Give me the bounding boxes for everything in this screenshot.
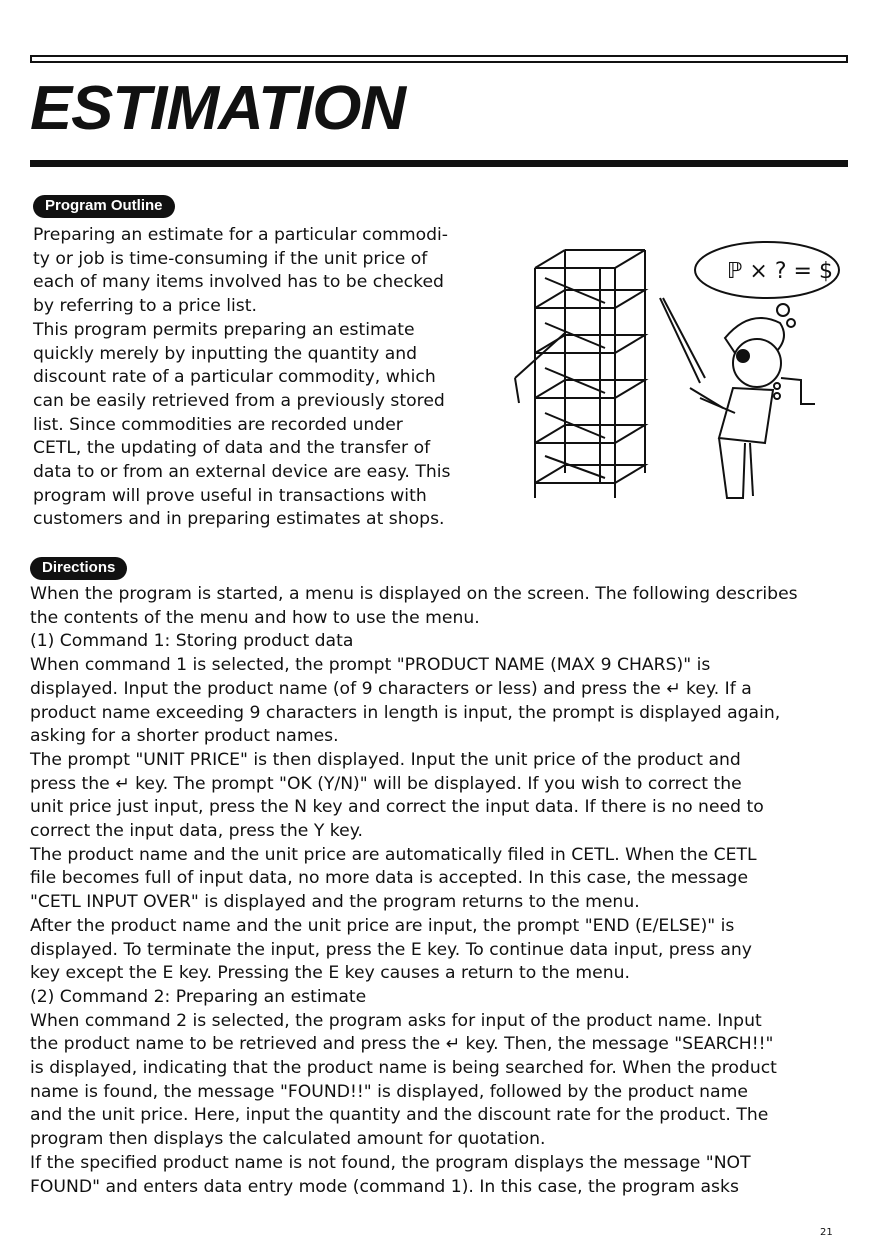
top-frame-rule xyxy=(30,55,848,63)
directions-label: Directions xyxy=(30,557,127,580)
shelf-drawing xyxy=(515,250,705,498)
bubble-formula: ℙ × ? = $ xyxy=(727,259,833,284)
worker-figure xyxy=(690,318,815,498)
thinking-bubble xyxy=(695,242,839,327)
page-number: 21 xyxy=(820,1227,833,1238)
program-outline-text: Preparing an estimate for a particular commodi- ty or job is time-consuming if the unit price of each of many items involved has to be checked by referring to a price list. This program permits preparing an estimate quickly merely by inputting the quantity and discount rate of a particular commodity, which can be easily retrieved from a previously stored list. Since commodities are recorded under CETL, the updating of data and the transfer of data to or from an external device are easy. This program will prove useful in transactions with customers and in preparing estimates at shops. xyxy=(33,225,451,530)
directions-text: When the program is started, a menu is displayed on the screen. The following describes the contents of the menu and how to use the menu. (1) Command 1: Storing product data When command 1 is selected, the prompt "PRODUCT NAME (MAX 9 CHARS)" is displayed. Input the product name (of 9 characters or less) and press the ↵ key. If a product name exceeding 9 characters in length is input, the prompt is displayed again, asking for a shorter product names. The prompt "UNIT PRICE" is then displayed. Input the unit price of the product and press the ↵ key. The prompt "OK (Y/N)" will be displayed. If you wish to correct the unit price just input, press the N key and correct the input data. If there is no need to correct the input data, press the Y key. The product name and the unit price are automatically filed in CETL. When the CETL file becomes full of input data, no more data is accepted. In this case, the message "CETL INPUT OVER" is displayed and the program returns to the menu. After the product name and the unit price are input, the prompt "END (E/ELSE)" is displayed. To terminate the input, press the E key. To continue data input, press any key except the E key. Pressing the E key causes a return to the menu. (2) Command 2: Preparing an estimate When command 2 is selected, the program asks for input of the product name. Input the product name to be retrieved and press the ↵ key. Then, the message "SEARCH!!" is displayed, indicating that the product name is being searched for. When the product name is found, the message "FOUND!!" is displayed, followed by the product name and the unit price. Here, input the quantity and the discount rate for the product. The program then displays the calculated amount for quotation. If the specified product name is not found, the program displays the message "NOT FOUND" and enters data entry mode (command 1). In this case, the program asks xyxy=(30,584,798,1197)
title-underline xyxy=(30,160,848,167)
shelf-worker-illustration xyxy=(505,228,850,510)
page-title: ESTIMATION xyxy=(30,74,406,143)
program-outline-label: Program Outline xyxy=(33,195,175,218)
